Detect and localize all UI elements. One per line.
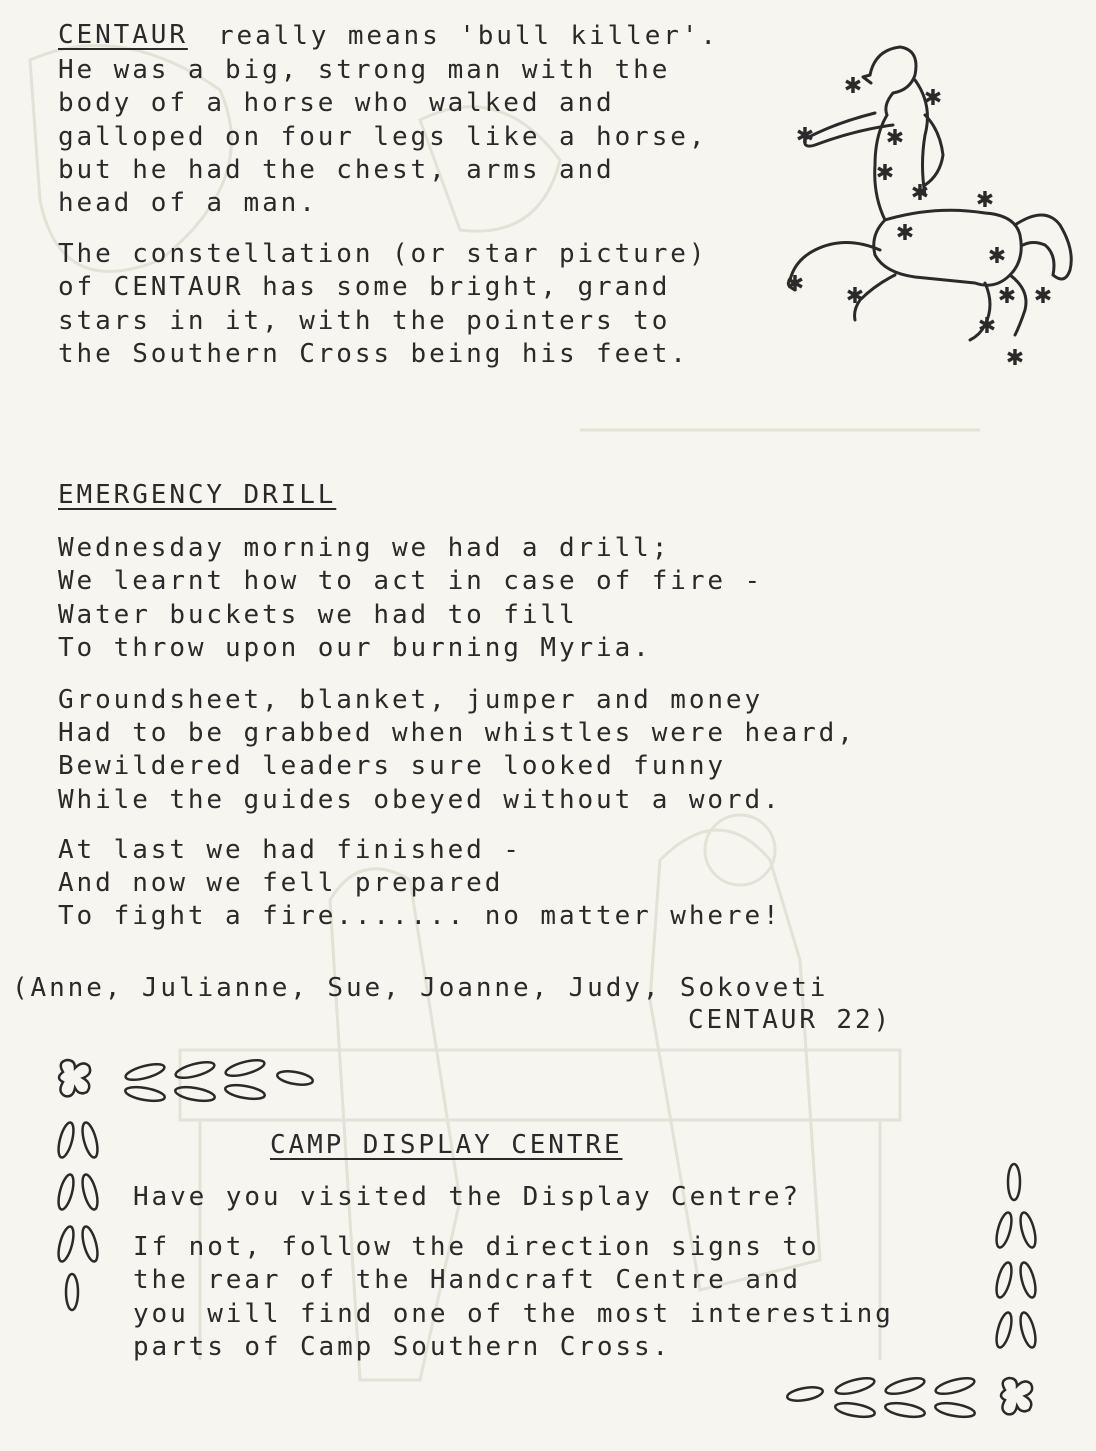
emergency-drill-heading: EMERGENCY DRILL xyxy=(58,480,337,510)
laurel-ornament-left xyxy=(50,1120,110,1320)
drill-stanza-1-line-3: Water buckets we had to fill xyxy=(58,600,578,630)
drill-stanza-1-line-2: We learnt how to act in case of fire - xyxy=(58,566,764,596)
display-para2-line-2: the rear of the Handcraft Centre and xyxy=(133,1265,801,1295)
centaur-para2-line-2: of CENTAUR has some bright, grand xyxy=(58,272,671,302)
centaur-para2-line-3: stars in it, with the pointers to xyxy=(58,306,671,336)
drill-stanza-3-line-1: At last we had finished - xyxy=(58,835,522,865)
drill-credit-line-1: (Anne, Julianne, Sue, Joanne, Judy, Sokoveti xyxy=(12,973,829,1003)
drill-stanza-2-line-4: While the guides obeyed without a word. xyxy=(58,785,782,815)
display-para2-line-4: parts of Camp Southern Cross. xyxy=(133,1332,672,1362)
centaur-line-4: galloped on four legs like a horse, xyxy=(58,122,708,152)
drill-stanza-3-line-2: And now we fell prepared xyxy=(58,868,504,898)
drill-stanza-3-line-3: To fight a fire....... no matter where! xyxy=(58,901,782,931)
centaur-line-2: He was a big, strong man with the xyxy=(58,55,671,85)
display-para1: Have you visited the Display Centre? xyxy=(133,1182,801,1212)
drill-stanza-2-line-2: Had to be grabbed when whistles were heard, xyxy=(58,718,856,748)
laurel-ornament-right xyxy=(988,1160,1048,1360)
drill-stanza-1-line-4: To throw upon our burning Myria. xyxy=(58,633,652,663)
svg-text:✱: ✱ xyxy=(910,181,930,206)
centaur-line-3: body of a horse who walked and xyxy=(58,88,615,118)
drill-stanza-1-line-1: Wednesday morning we had a drill; xyxy=(58,533,671,563)
svg-text:✱: ✱ xyxy=(875,161,895,186)
drill-stanza-2-line-3: Bewildered leaders sure looked funny xyxy=(58,751,726,781)
svg-text:✱: ✱ xyxy=(785,272,805,297)
laurel-ornament-top-left xyxy=(55,1052,320,1112)
svg-text:✱: ✱ xyxy=(997,284,1017,309)
svg-text:✱: ✱ xyxy=(987,244,1007,269)
display-para2-line-1: If not, follow the direction signs to xyxy=(133,1232,820,1262)
svg-text:✱: ✱ xyxy=(975,188,995,213)
centaur-line-5: but he had the chest, arms and xyxy=(58,155,615,185)
centaur-constellation-icon xyxy=(775,35,1085,380)
svg-text:✱: ✱ xyxy=(843,74,863,99)
drill-credit-line-2: CENTAUR 22) xyxy=(688,1005,893,1035)
svg-text:✱: ✱ xyxy=(895,221,915,246)
svg-text:✱: ✱ xyxy=(795,124,815,149)
camp-display-heading: CAMP DISPLAY CENTRE xyxy=(270,1130,623,1160)
drill-stanza-2-line-1: Groundsheet, blanket, jumper and money xyxy=(58,685,764,715)
svg-text:✱: ✱ xyxy=(923,86,943,111)
centaur-para2-line-1: The constellation (or star picture) xyxy=(58,239,708,269)
centaur-line-1: really means 'bull killer'. xyxy=(218,21,719,51)
laurel-ornament-bottom-right xyxy=(775,1370,1040,1430)
display-para2-line-3: you will find one of the most interesting xyxy=(133,1299,894,1329)
svg-text:✱: ✱ xyxy=(845,284,865,309)
svg-text:✱: ✱ xyxy=(977,314,997,339)
centaur-heading: CENTAUR xyxy=(58,20,188,50)
svg-text:✱: ✱ xyxy=(1005,346,1025,371)
centaur-line-6: head of a man. xyxy=(58,188,318,218)
svg-text:✱: ✱ xyxy=(1033,284,1053,309)
centaur-para2-line-4: the Southern Cross being his feet. xyxy=(58,339,689,369)
svg-text:✱: ✱ xyxy=(885,126,905,151)
